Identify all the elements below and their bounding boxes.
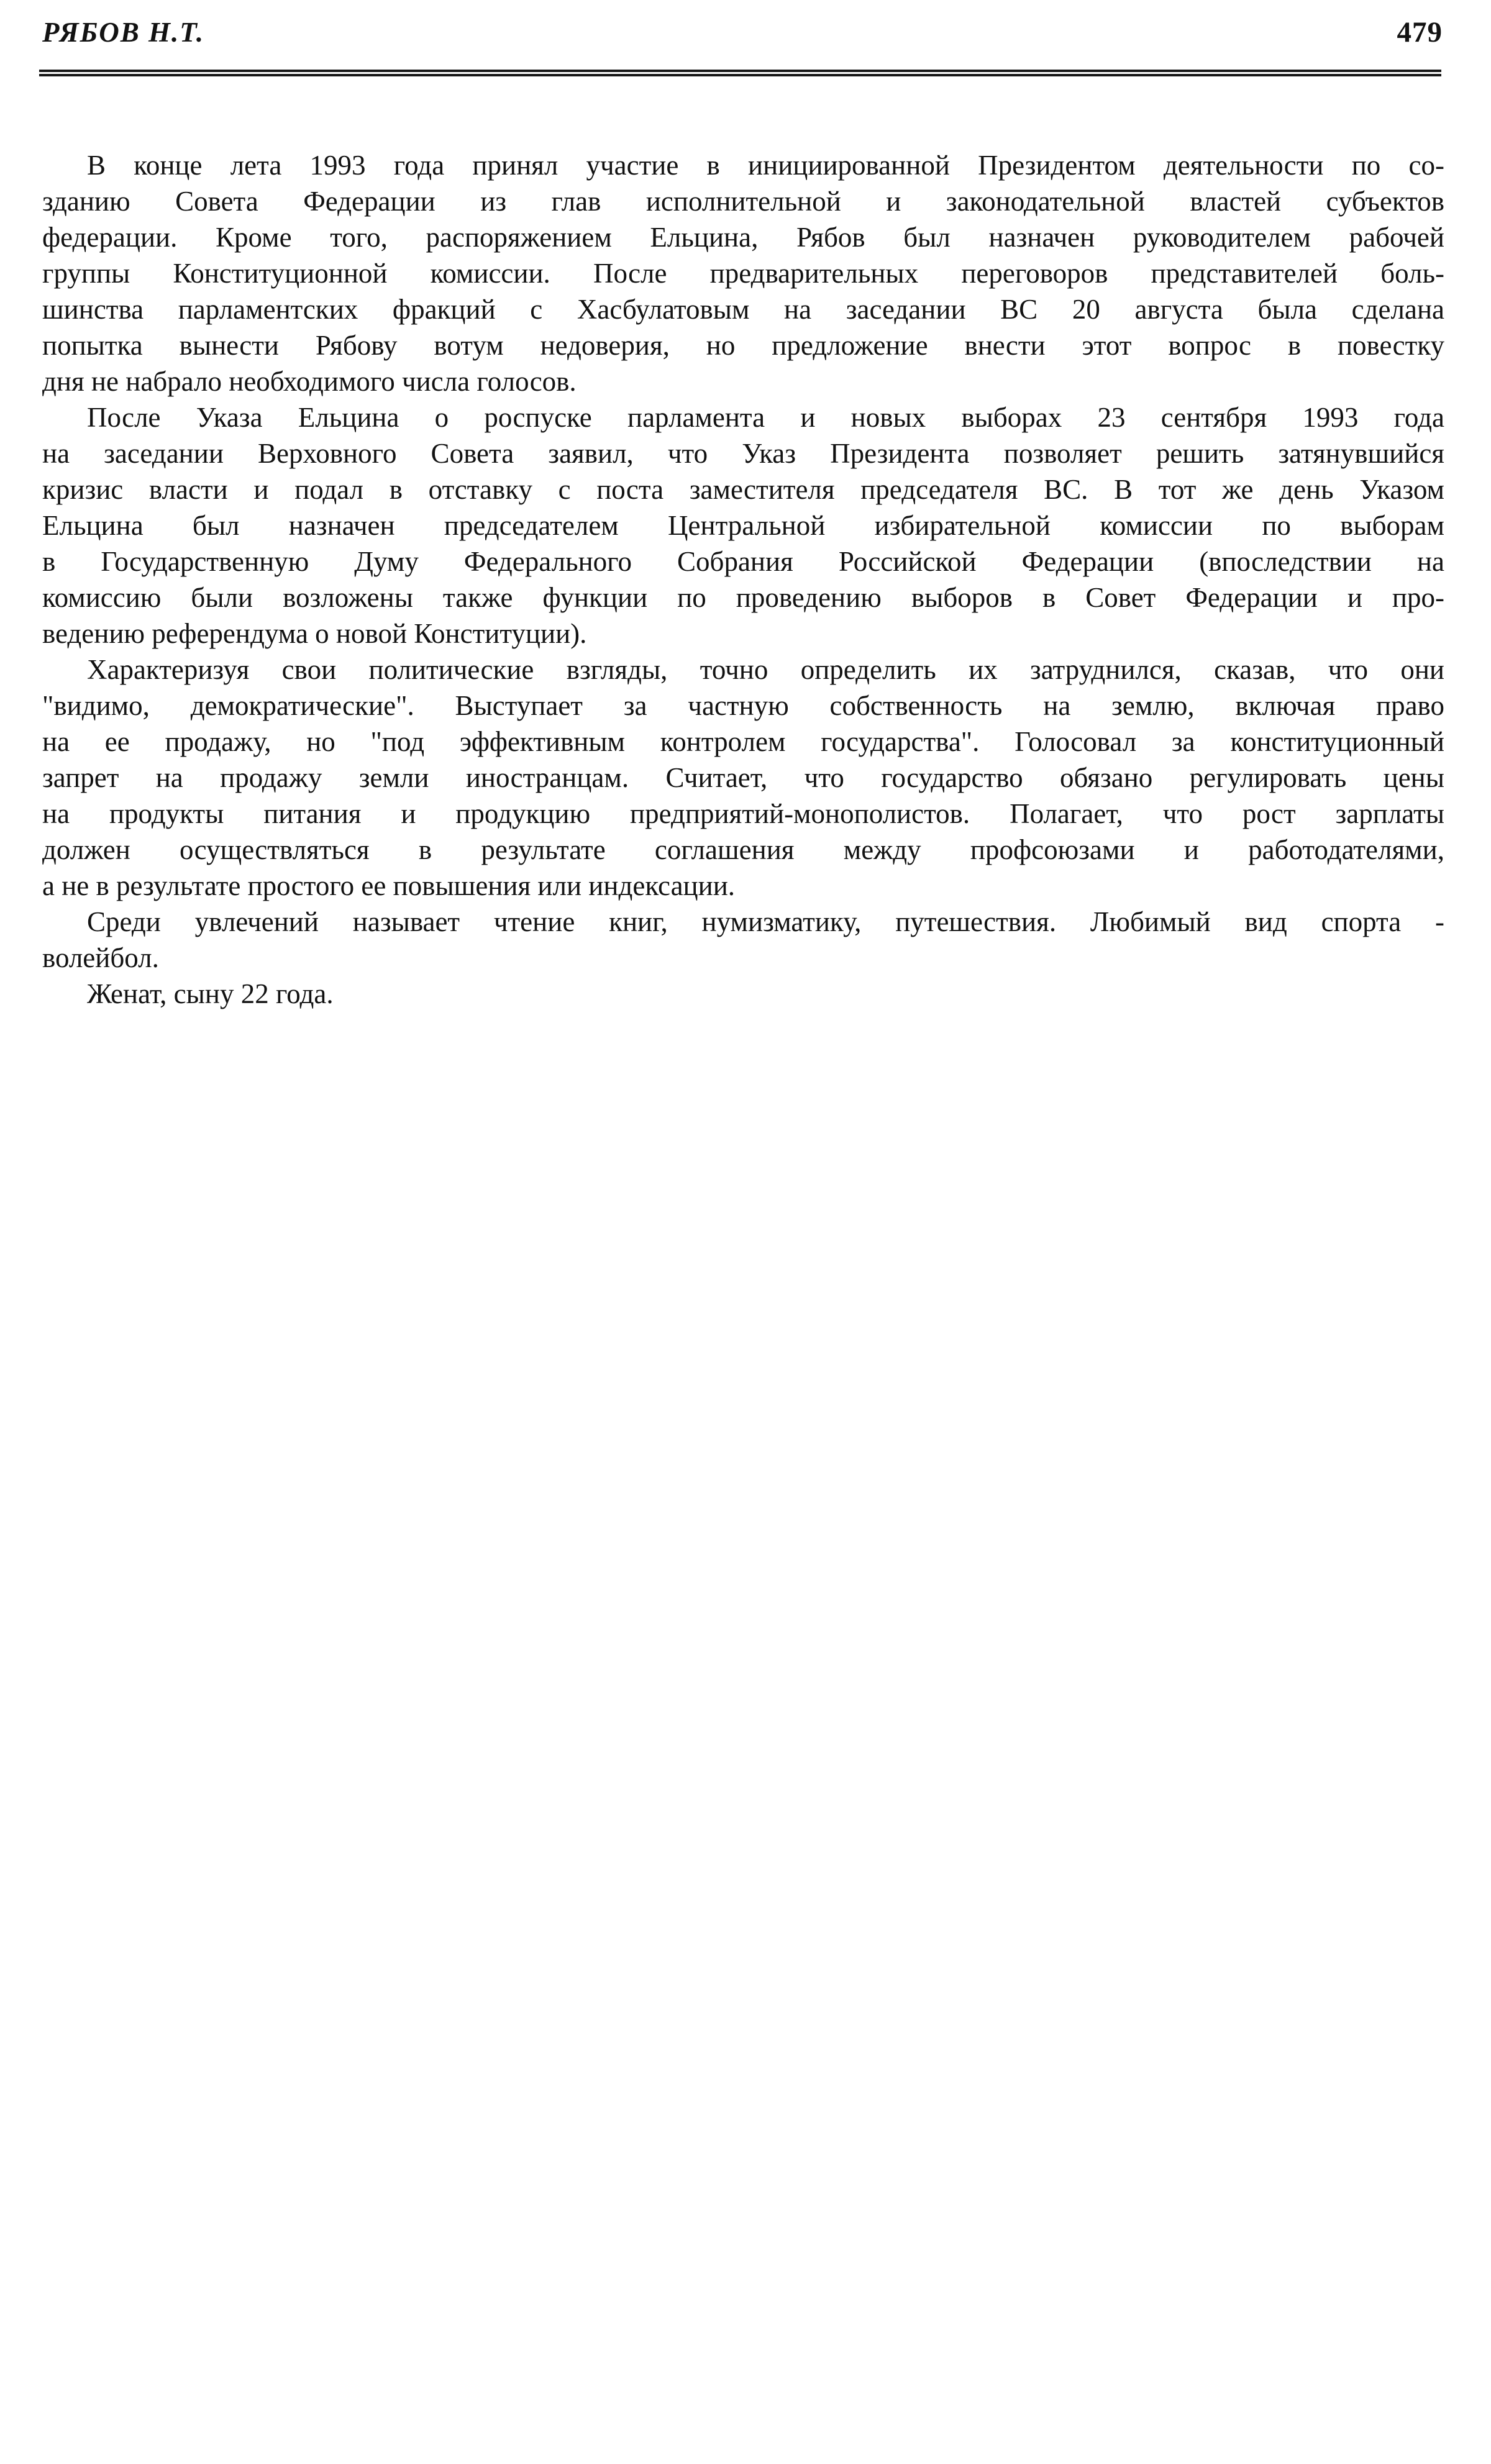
text-line: Среди увлечений называет чтение книг, нумизматику, путешествия. Любимый вид спорта - xyxy=(87,906,1444,937)
page-number: 479 xyxy=(1397,16,1443,48)
text-line: должен осуществляться в результате соглашения между профсоюзами и работодателями, xyxy=(42,834,1444,865)
text-line: волейбол. xyxy=(42,942,159,973)
text-line: а не в результате простого ее повышения или индексации. xyxy=(42,870,736,901)
text-line: попытка вынести Рябову вотум недоверия, но предложение внести этот вопрос в повестку xyxy=(42,330,1444,361)
text-line: федерации. Кроме того, распоряжением Ельцина, Рябов был назначен руководителем рабочей xyxy=(42,222,1444,253)
text-line: ведению референдума о новой Конституции). xyxy=(42,618,587,649)
text-line: После Указа Ельцина о роспуске парламента и новых выборах 23 сентября 1993 года xyxy=(87,402,1444,433)
text-line: группы Конституционной комиссии. После предварительных переговоров представителей боль- xyxy=(42,258,1444,289)
text-line: Женат, сыну 22 года. xyxy=(87,978,334,1009)
text-line: дня не набрало необходимого числа голосов. xyxy=(42,366,577,397)
text-line: на ее продажу, но "под эффективным контролем государства". Голосовал за конституционный xyxy=(42,726,1444,757)
header-divider-rule xyxy=(39,70,1441,76)
text-line: на заседании Верховного Совета заявил, что Указ Президента позволяет решить затянувшийся xyxy=(42,438,1444,469)
page-header xyxy=(42,17,1443,47)
text-line: "видимо, демократические". Выступает за частную собственность на землю, включая право xyxy=(42,690,1444,721)
text-line: комиссию были возложены также функции по проведению выборов в Совет Федерации и про- xyxy=(42,582,1444,613)
text-line: запрет на продажу земли иностранцам. Считает, что государство обязано регулировать цены xyxy=(42,762,1444,793)
text-line: на продукты питания и продукцию предприятий-монополистов. Полагает, что рост зарплаты xyxy=(42,798,1444,829)
text-line: зданию Совета Федерации из глав исполнительной и законодательной властей субъектов xyxy=(42,186,1444,217)
text-line: шинства парламентских фракций с Хасбулатовым на заседании ВС 20 августа была сделана xyxy=(42,294,1444,325)
text-line: Характеризуя свои политические взгляды, точно определить их затруднился, сказав, что они xyxy=(87,654,1444,685)
text-line: В конце лета 1993 года принял участие в инициированной Президентом деятельности по со- xyxy=(87,150,1444,181)
text-line: в Государственную Думу Федерального Собрания Российской Федерации (впоследствии на xyxy=(42,546,1444,577)
text-line: кризис власти и подал в отставку с поста заместителя председателя ВС. В тот же день Указом xyxy=(42,474,1444,505)
header-author-name: РЯБОВ Н.Т. xyxy=(42,17,205,48)
body-text xyxy=(42,147,1444,1012)
text-line: Ельцина был назначен председателем Центральной избирательной комиссии по выборам xyxy=(42,510,1444,541)
